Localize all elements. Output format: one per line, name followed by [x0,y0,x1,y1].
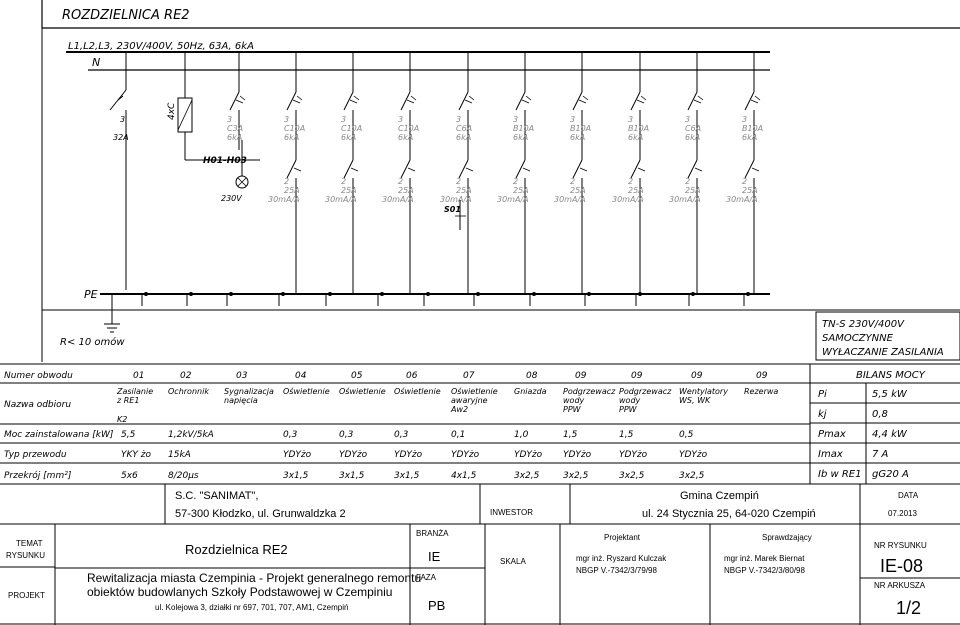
circuit-name: K2 [117,415,128,424]
earth-resistance: R< 10 omów [60,337,125,348]
breaker-ka: 6kA [742,133,758,142]
breaker-type: C6A [685,124,702,133]
circuit-name: wody [619,396,641,405]
drawing-number: IE-08 [880,556,924,576]
title-bar [42,0,960,28]
circuit-number: 01 [133,371,145,381]
cable-type: YDYżo [339,450,368,460]
rcd-trip: 30mA/A [325,195,357,204]
row-label-nazwa: Nazwa odbioru [4,400,72,410]
cable-type: YDYżo [283,450,312,460]
bilans-key-1: kj [818,409,827,420]
circuit-number: 06 [406,371,418,381]
cable-section: 8/20µs [168,471,199,481]
rcd-trip: 30mA/A [726,195,758,204]
breaker [341,52,362,150]
pe-node [638,292,642,296]
projekt-label: PROJEKT [8,591,45,600]
circuit-name: Gniazda [514,387,547,396]
rcd [612,150,645,294]
rcd-trip: 30mA/A [612,195,644,204]
bilans-val-0: 5,5 kW [872,389,907,400]
company-line-1: S.C. "SANIMAT", [175,490,259,502]
circuit-power: 0,5 [679,430,694,440]
date-label: DATA [898,491,919,500]
investor-line-2: ul. 24 Stycznia 25, 64-020 Czempiń [642,508,816,520]
breaker-poles: 3 [284,115,290,124]
investor-line-1: Gmina Czempiń [680,490,759,502]
row-label-przekroj: Przekrój [mm²] [4,471,72,481]
rcd-rating: 25A [398,186,414,195]
breaker [513,52,534,150]
rcd-poles: 2 [685,177,691,186]
rcd [325,150,358,294]
rcd-trip: 30mA/A [268,195,300,204]
rcd-rating: 25A [628,186,644,195]
cable-type: YDYżo [563,450,592,460]
rcd [440,150,473,294]
row-label-moc: Moc zainstalowana [kW] [4,430,114,440]
circuit-name: Podgrzewacz [619,387,672,396]
rcd-poles: 2 [398,177,404,186]
breaker [628,52,649,150]
s01-label: S01 [444,205,461,214]
breakers-top [227,52,763,150]
faza-label: FAZA [416,573,437,582]
temat-label-1: TEMAT [16,539,43,548]
drawing-number-label: NR RYSUNKU [874,541,927,550]
rcd-rating: 25A [685,186,701,195]
circuit-name: Wentylatory [679,387,728,396]
rcd-poles: 2 [513,177,519,186]
pe-node [532,292,536,296]
branza-value: IE [428,549,441,564]
breaker-poles: 3 [628,115,634,124]
circuit-name: Rezerwa [744,387,779,396]
circuit-name: WS, WK [679,396,711,405]
rcd-poles: 2 [742,177,748,186]
cable-section: 3x1,5 [339,471,365,481]
breaker-ka: 6kA [227,133,243,142]
rcd [382,150,415,294]
circuit-name: PPW [619,405,637,414]
breaker-type: C3A [227,124,244,133]
cable-type: YDYżo [679,450,708,460]
breaker-poles: 3 [513,115,519,124]
breaker-type: C10A [398,124,420,133]
system-note-1: TN-S 230V/400V [822,319,904,330]
breaker [685,52,703,150]
circuit-power: 0,1 [451,430,466,440]
cable-section: 3x2,5 [563,471,589,481]
bilans-val-4: gG20 A [872,469,909,480]
rcd [669,150,702,294]
rcd-trip: 30mA/A [440,195,472,204]
earth-symbol [104,294,120,332]
circuit-name: napięcia [224,396,258,405]
breaker-ka: 6kA [398,133,414,142]
checker-number: NBGP V.-7342/3/80/98 [724,566,805,575]
row-label-typ: Typ przewodu [4,450,67,460]
skala-label: SKALA [500,557,526,566]
sheet-number-label: NR ARKUSZA [874,581,926,590]
circuit-number: 02 [180,371,192,381]
rcd [554,150,587,294]
circuit-name: wody [563,396,585,405]
checker-name: mgr inż. Marek Biernat [724,554,805,563]
pe-node [426,292,430,296]
cable-type: YDYżo [394,450,423,460]
rcd-poles: 2 [628,177,634,186]
breaker-ka: 6kA [284,133,300,142]
circuit-number: 09 [756,371,768,381]
project-line-2: obiektów budowlanych Szkoły Podstawowej w Czempiniu [87,585,393,599]
pe-node [691,292,695,296]
bilans-key-0: Pi [818,389,827,400]
breaker [742,52,763,150]
checker-label: Sprawdzający [762,533,812,542]
breaker-poles: 3 [227,115,233,124]
breaker-ka: 6kA [628,133,644,142]
circuit-name: z RE1 [117,396,140,405]
n-label: N [92,56,101,69]
circuit-power: 1,5 [563,430,578,440]
pe-node [189,292,193,296]
date-value: 07.2013 [888,509,917,518]
breaker-type: C10A [341,124,363,133]
circuit-number: 09 [691,371,703,381]
faza-value: PB [428,598,446,613]
bilans-key-4: Ib w RE1 [818,469,862,480]
breaker-type: C10A [284,124,306,133]
rcd-poles: 2 [570,177,576,186]
title-block [0,484,960,625]
breaker [398,52,419,150]
breaker-poles: 3 [341,115,347,124]
surge-arrester-label: 4xC [167,102,177,120]
circuit-table [0,364,960,484]
rcd-rating: 25A [341,186,357,195]
cable-section: 3x2,5 [619,471,645,481]
circuit-number: 07 [463,371,475,381]
bilans-val-1: 0,8 [872,409,888,420]
system-note [816,312,960,360]
circuit-number: 09 [631,371,643,381]
bilans-val-3: 7 A [872,449,889,460]
rcd-trip: 30mA/A [382,195,414,204]
breaker-poles: 3 [685,115,691,124]
power-balance [810,370,960,484]
indicator-label: H01-H03 [203,156,247,166]
rcd-rating: 25A [456,186,472,195]
main-switch [110,52,129,290]
circuit-power: 0,3 [283,430,298,440]
system-note-3: WYŁACZANIE ZASILANIA [822,347,944,358]
cable-section: 3x1,5 [394,471,420,481]
rcd-rating: 25A [513,186,529,195]
circuit-power: 0,3 [394,430,409,440]
main-switch-poles: 3 [120,115,126,124]
s01-switch [444,200,466,230]
cable-type: YKY żo [121,450,151,460]
breaker [227,52,245,150]
rcd-poles: 2 [284,177,290,186]
circuit-name: Aw2 [451,405,469,414]
cable-section: 3x2,5 [514,471,540,481]
rcd-trip: 30mA/A [554,195,586,204]
bilans-title: BILANS MOCY [856,370,925,381]
cable-type: 15kA [168,450,191,460]
cable-type: YDYżo [619,450,648,460]
cable-section: 3x1,5 [283,471,309,481]
circuit-name: Oświetlenie [339,387,386,396]
company-line-2: 57-300 Kłodzko, ul. Grunwaldzka 2 [175,508,346,520]
breaker-poles: 3 [398,115,404,124]
circuit-name: Podgrzewacz [563,387,616,396]
cable-section: 3x2,5 [679,471,705,481]
pe-node [144,292,148,296]
circuit-name: PPW [563,405,581,414]
pe-node [328,292,332,296]
rcd-poles: 2 [456,177,462,186]
breaker-type: B10A [628,124,650,133]
circuit-number: 08 [526,371,538,381]
breaker-type: B10A [742,124,764,133]
circuit-power: 1,2kV/5kA [168,430,214,440]
breaker-ka: 6kA [570,133,586,142]
breaker-ka: 6kA [456,133,472,142]
pe-node [281,292,285,296]
circuit-power: 5,5 [121,430,136,440]
main-switch-rating: 32A [113,133,129,142]
rcd-rating: 25A [570,186,586,195]
branza-label: BRANŻA [416,529,449,538]
breaker-ka: 6kA [513,133,529,142]
pe-node [476,292,480,296]
breaker-type: B10A [570,124,592,133]
project-line-1: Rewitalizacja miasta Czempinia - Projekt generalnego remontu [87,571,422,585]
circuit-name: Oświetlenie [394,387,441,396]
pe-node [587,292,591,296]
breaker-type: C6A [456,124,473,133]
rcd-trip: 30mA/A [497,195,529,204]
rcd [497,150,530,294]
rcd-poles: 2 [341,177,347,186]
rcd-row [268,150,759,294]
pe-node [229,292,233,296]
rcd [268,150,301,294]
circuit-number: 05 [351,371,363,381]
breaker-poles: 3 [742,115,748,124]
circuit-power: 1,0 [514,430,529,440]
pe-node [746,292,750,296]
row-label-numer: Numer obwodu [4,371,73,381]
circuit-name: Oświetlenie [451,387,498,396]
projektant-number: NBGP V.-7342/3/79/98 [576,566,657,575]
circuit-name: Ochronnik [168,387,209,396]
bilans-key-2: Pmax [818,429,846,440]
cable-type: YDYżo [514,450,543,460]
rcd [726,150,759,294]
rcd-rating: 25A [742,186,758,195]
temat-label-2: RYSUNKU [6,551,45,560]
breaker [570,52,591,150]
pe-label: PE [84,288,98,301]
project-line-3: ul. Kolejowa 3, działki nr 697, 701, 707, AM1, Czempiń [155,603,349,612]
indicator-voltage: 230V [221,194,242,203]
circuit-name: awaryjne [451,396,488,405]
sheet-number: 1/2 [896,598,922,618]
indicator-lamps [195,140,260,203]
circuit-number: 04 [295,371,307,381]
breaker [456,52,474,150]
investor-label: INWESTOR [490,508,533,517]
circuit-name: Oświetlenie [283,387,330,396]
breaker-poles: 3 [456,115,462,124]
circuit-name: Sygnalizacja [224,387,274,396]
projektant-name: mgr inż. Ryszard Kulczak [576,554,667,563]
circuit-number: 09 [575,371,587,381]
breaker-type: B10A [513,124,535,133]
cable-section: 5x6 [121,471,138,481]
cable-section: 4x1,5 [451,471,477,481]
surge-arrester [167,52,200,160]
breaker-poles: 3 [570,115,576,124]
rcd-rating: 25A [284,186,300,195]
circuit-power: 1,5 [619,430,634,440]
system-note-2: SAMOCZYNNE [822,333,893,344]
pe-node [380,292,384,296]
breaker [284,52,305,150]
bilans-key-3: Imax [818,449,843,460]
circuit-number: 03 [236,371,248,381]
drawing-subject: Rozdzielnica RE2 [185,542,288,557]
projektant-label: Projektant [604,533,641,542]
breaker-ka: 6kA [685,133,701,142]
circuit-name: Zasilanie [117,387,154,396]
rcd-trip: 30mA/A [669,195,701,204]
bilans-val-2: 4,4 kW [872,429,907,440]
circuit-power: 0,3 [339,430,354,440]
cable-type: YDYżo [451,450,480,460]
supply-label: L1,L2,L3, 230V/400V, 50Hz, 63A, 6kA [68,41,254,52]
breaker-ka: 6kA [341,133,357,142]
drawing-title: ROZDZIELNICA RE2 [62,8,190,23]
